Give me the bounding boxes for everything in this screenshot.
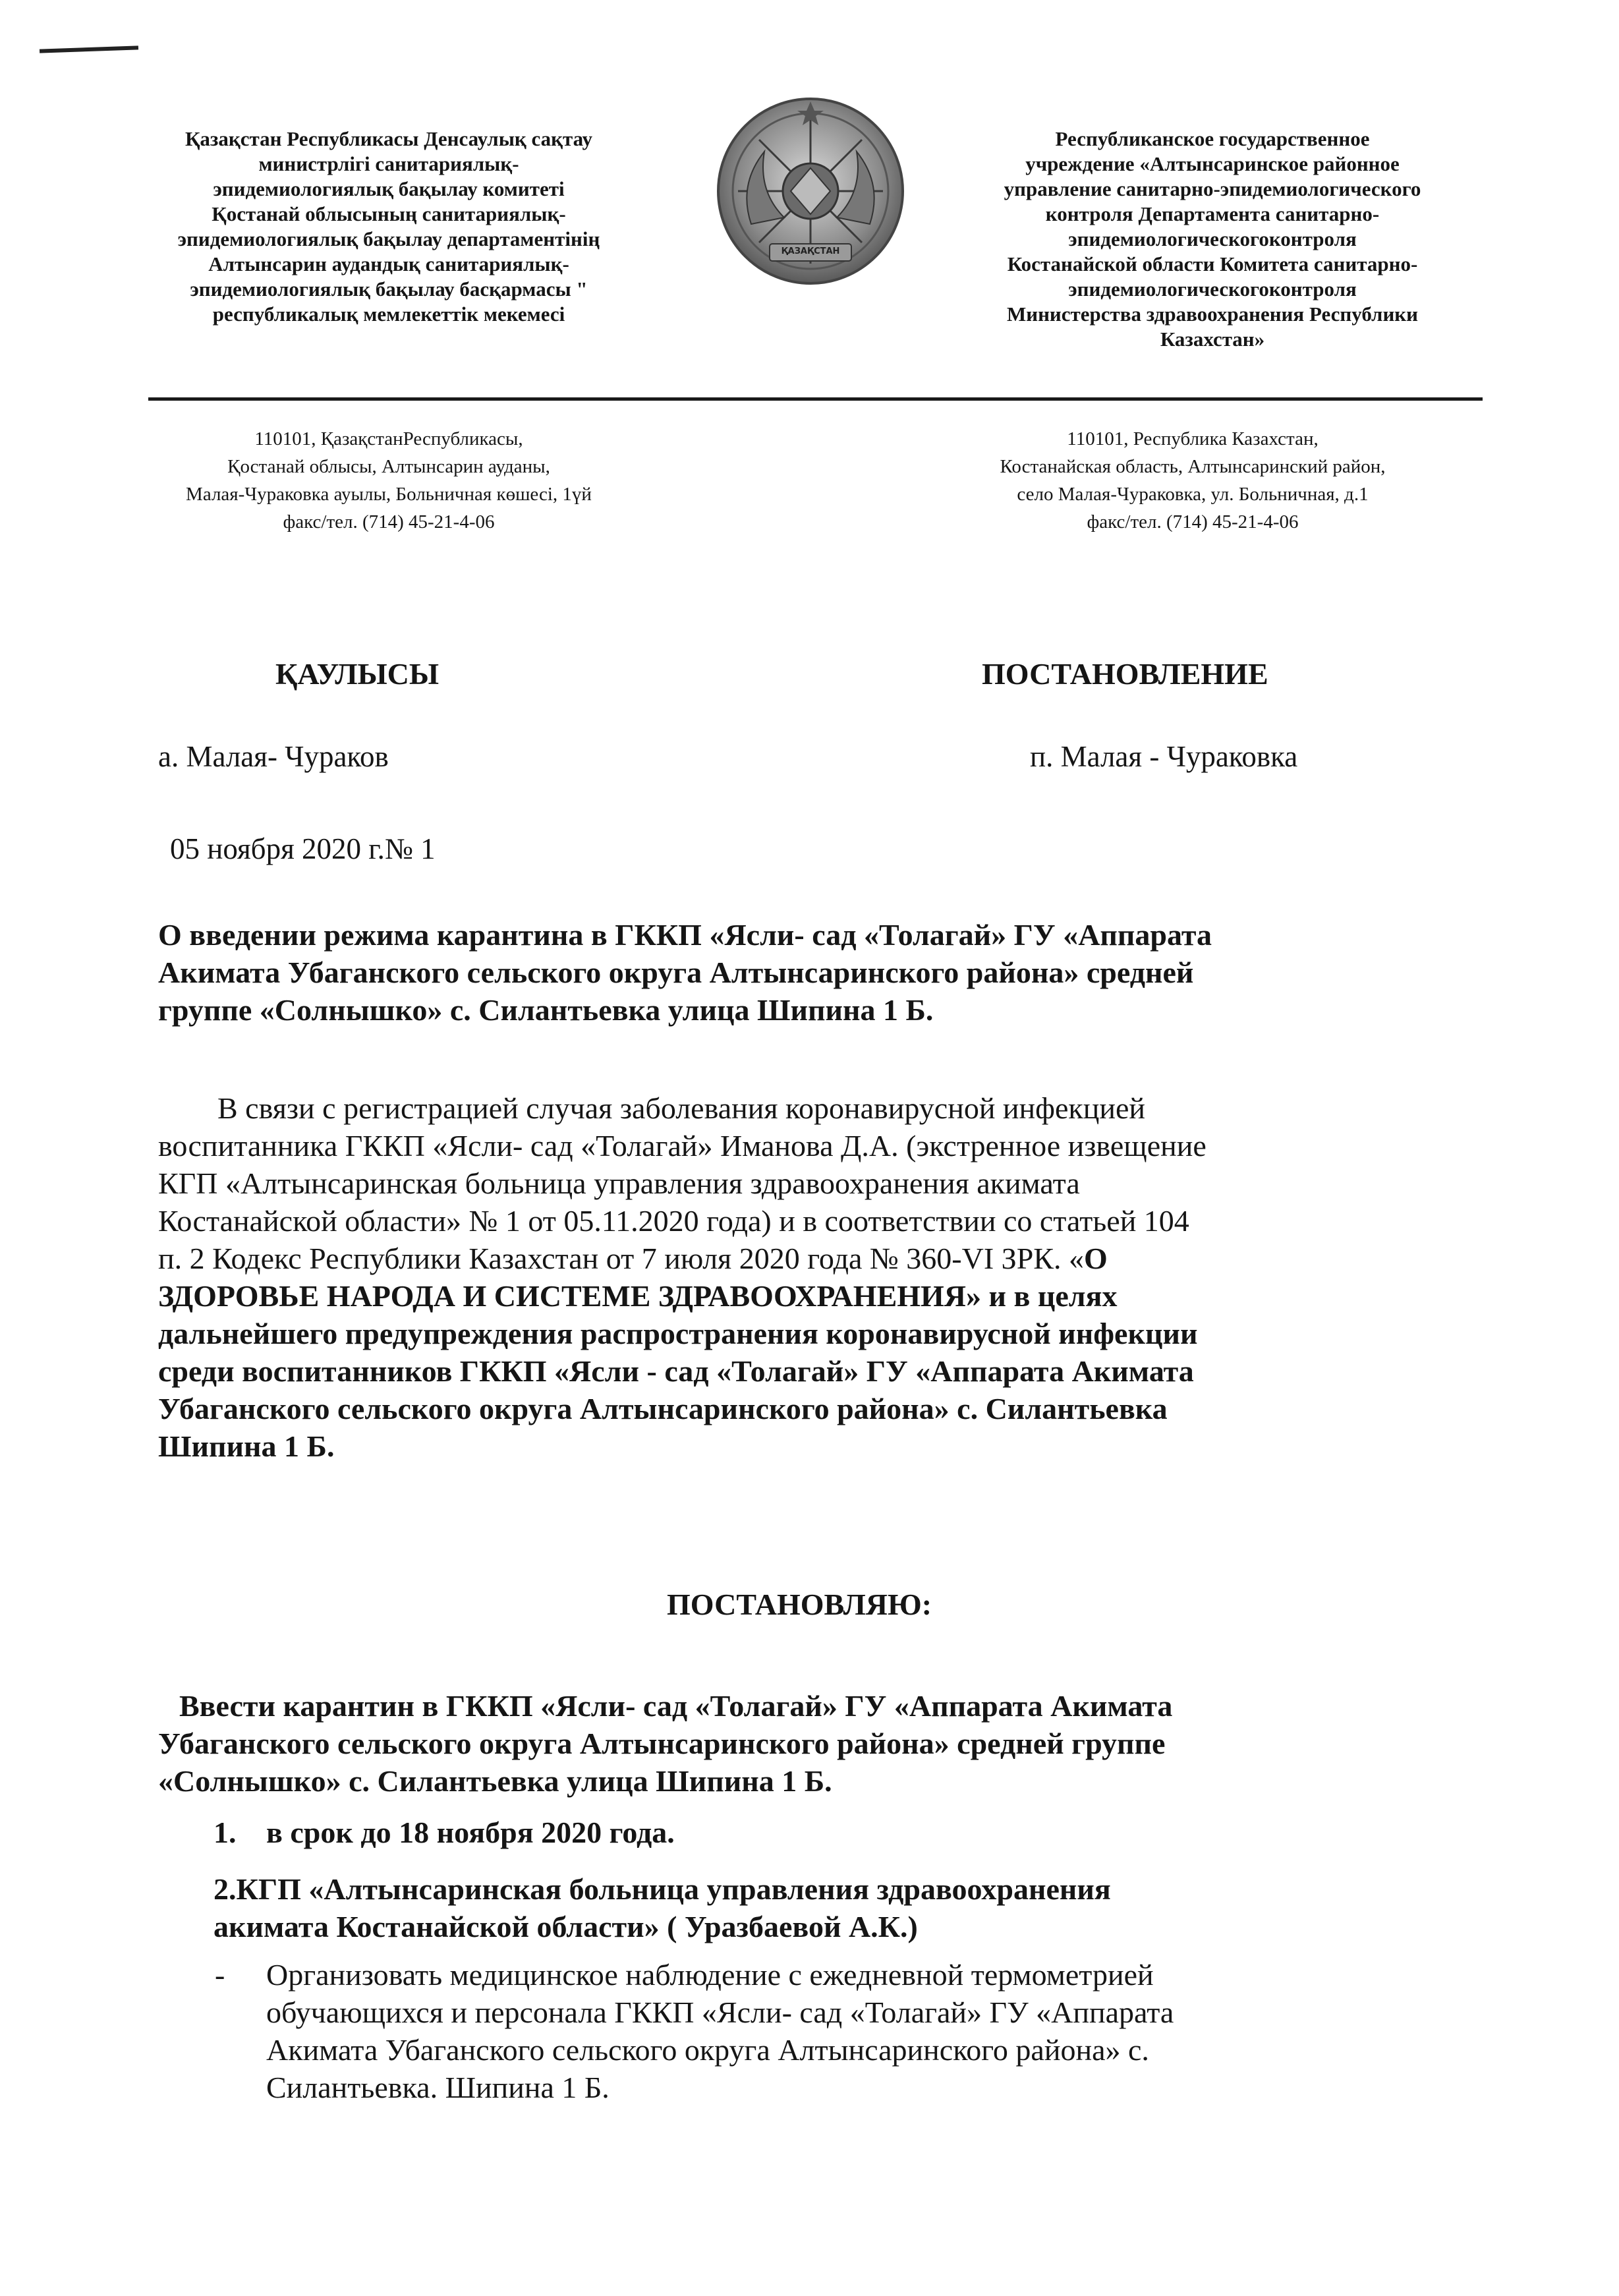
list-item-line: акимата Костанайской области» ( Уразбаевой А.К.)	[213, 1910, 918, 1943]
emblem-text: ҚАЗАҚСТАН	[781, 246, 840, 256]
body-line: Шипина 1 Б.	[158, 1429, 335, 1463]
body-line: среди воспитанников ГККП «Ясли - сад «Толагай» ГУ «Аппарата Акимата	[158, 1354, 1194, 1388]
body-line-bold: О	[1083, 1242, 1108, 1275]
address-ru-line: 110101, Республика Казахстан,	[1067, 428, 1319, 449]
bullet-line: обучающихся и персонала ГККП «Ясли- сад «Толагай» ГУ «Аппарата	[266, 1995, 1174, 2029]
address-kz-line: Малая-Чураковка ауылы, Больничная көшесі, 1үй	[186, 484, 592, 505]
state-emblem	[712, 92, 909, 290]
list-item-number: 1.	[213, 1816, 237, 1849]
decree-line: Ввести карантин в ГККП «Ясли- сад «Толагай» ГУ «Аппарата Акимата	[179, 1689, 1173, 1723]
bullet-text	[266, 1956, 1518, 2106]
address-ru-line: Костанайская область, Алтынсаринский район,	[1000, 456, 1386, 477]
date-number: 05 ноября 2020 г.№ 1	[170, 832, 436, 865]
header-kz-line: эпидемиологиялық бақылау басқармасы "	[190, 277, 588, 301]
header-ru-line: Казахстан»	[1160, 328, 1265, 351]
subject-line: О введении режима карантина в ГККП «Ясли- сад «Толагай» ГУ «Аппарата	[158, 918, 1212, 952]
header-ru-line: контроля Департамента санитарно-	[1045, 202, 1380, 225]
decree-text	[158, 1687, 1516, 1800]
place-kz: а. Малая- Чураков	[158, 740, 389, 773]
body-line: Костанайской области» № 1 от 05.11.2020 года) и в соответствии со статьей 104	[158, 1204, 1189, 1238]
header-kz-line: республикалық мемлекеттік мекемесі	[212, 302, 565, 326]
title-ru: ПОСТАНОВЛЕНИЕ	[982, 657, 1268, 691]
header-ru-line: Костанайской области Комитета санитарно-	[1007, 252, 1418, 275]
body-line: Убаганского сельского округа Алтынсаринского района» с. Силантьевка	[158, 1392, 1168, 1425]
bullet-line: Акимата Убаганского сельского округа Алтынсаринского района» с.	[266, 2033, 1149, 2067]
decree-line: Убаганского сельского округа Алтынсаринского района» средней группе	[158, 1727, 1166, 1760]
header-ru-line: эпидемиологическогоконтроля	[1068, 277, 1357, 301]
address-kz-line: Қостанай облысы, Алтынсарин ауданы,	[227, 456, 550, 477]
list-item-text: в срок до 18 ноября 2020 года.	[266, 1816, 675, 1849]
address-ru-line: село Малая-Чураковка, ул. Больничная, д.1	[1017, 484, 1369, 505]
header-ru	[923, 127, 1502, 352]
bullet-line: Организовать медицинское наблюдение с ежедневной термометрией	[266, 1958, 1154, 1992]
header-kz	[99, 127, 679, 327]
address-ru-line: факс/тел. (714) 45-21-4-06	[1087, 511, 1299, 532]
list-item-2	[213, 1870, 1498, 1945]
bullet-line: Силантьевка. Шипина 1 Б.	[266, 2071, 610, 2104]
decree-line: «Солнышко» с. Силантьевка улица Шипина 1 Б.	[158, 1764, 832, 1798]
header-kz-line: Алтынсарин аудандық санитариялық-	[208, 252, 569, 275]
header-ru-line: учреждение «Алтынсаринское районное	[1025, 152, 1400, 175]
header-kz-line: министрлігі санитариялық-	[258, 152, 519, 175]
header-ru-line: Министерства здравоохранения Республики	[1006, 302, 1419, 326]
header-kz-line: эпидемиологиялық бақылау комитеті	[213, 177, 565, 200]
subject-line: группе «Солнышко» с. Силантьевка улица Шипина 1 Б.	[158, 993, 934, 1027]
header-ru-line: Республиканское государственное	[1055, 127, 1370, 150]
list-item-line: 2.КГП «Алтынсаринская больница управления здравоохранения	[213, 1872, 1111, 1906]
address-kz	[99, 425, 679, 536]
header-kz-line: Қостанай облысының санитариялық-	[212, 202, 566, 225]
body-line: ЗДОРОВЬЕ НАРОДА И СИСТЕМЕ ЗДРАВООХРАНЕНИЯ» и в целях	[158, 1279, 1118, 1313]
subject-line: Акимата Убаганского сельского округа Алтынсаринского района» средней	[158, 956, 1194, 989]
address-ru	[896, 425, 1489, 536]
header-kz-line: эпидемиологиялық бақылау департаментінің	[177, 227, 600, 250]
body-line: В связи с регистрацией случая заболевания коронавирусной инфекцией	[217, 1091, 1146, 1125]
body-line-plain: п. 2 Кодекс Республики Казахстан от 7 июля 2020 года № 360-VI ЗРК. «	[158, 1242, 1084, 1275]
header-kz-line: Қазақстан Республикасы Денсаулық сақтау	[185, 127, 593, 150]
address-kz-line: факс/тел. (714) 45-21-4-06	[283, 511, 495, 532]
body-line: воспитанника ГККП «Ясли- сад «Толагай» Иманова Д.А. (экстренное извещение	[158, 1129, 1207, 1162]
place-ru: п. Малая - Чураковка	[1030, 740, 1298, 773]
body-line: КГП «Алтынсаринская больница управления здравоохранения акимата	[158, 1166, 1080, 1200]
subject	[158, 916, 1509, 1029]
address-kz-line: 110101, ҚазақстанРеспубликасы,	[254, 428, 523, 449]
decree-heading: ПОСТАНОВЛЯЮ:	[667, 1588, 932, 1621]
title-kz: ҚАУЛЫСЫ	[275, 657, 440, 691]
header-divider	[148, 397, 1483, 401]
bullet-mark: -	[215, 1958, 225, 1992]
header-ru-line: эпидемиологическогоконтроля	[1068, 227, 1357, 250]
body-paragraph	[158, 1089, 1516, 1465]
body-line: дальнейшего предупреждения распространения коронавирусной инфекции	[158, 1317, 1198, 1350]
corner-mark	[40, 45, 138, 53]
header-ru-line: управление санитарно-эпидемиологического	[1004, 177, 1421, 200]
body-line	[158, 1240, 1516, 1277]
